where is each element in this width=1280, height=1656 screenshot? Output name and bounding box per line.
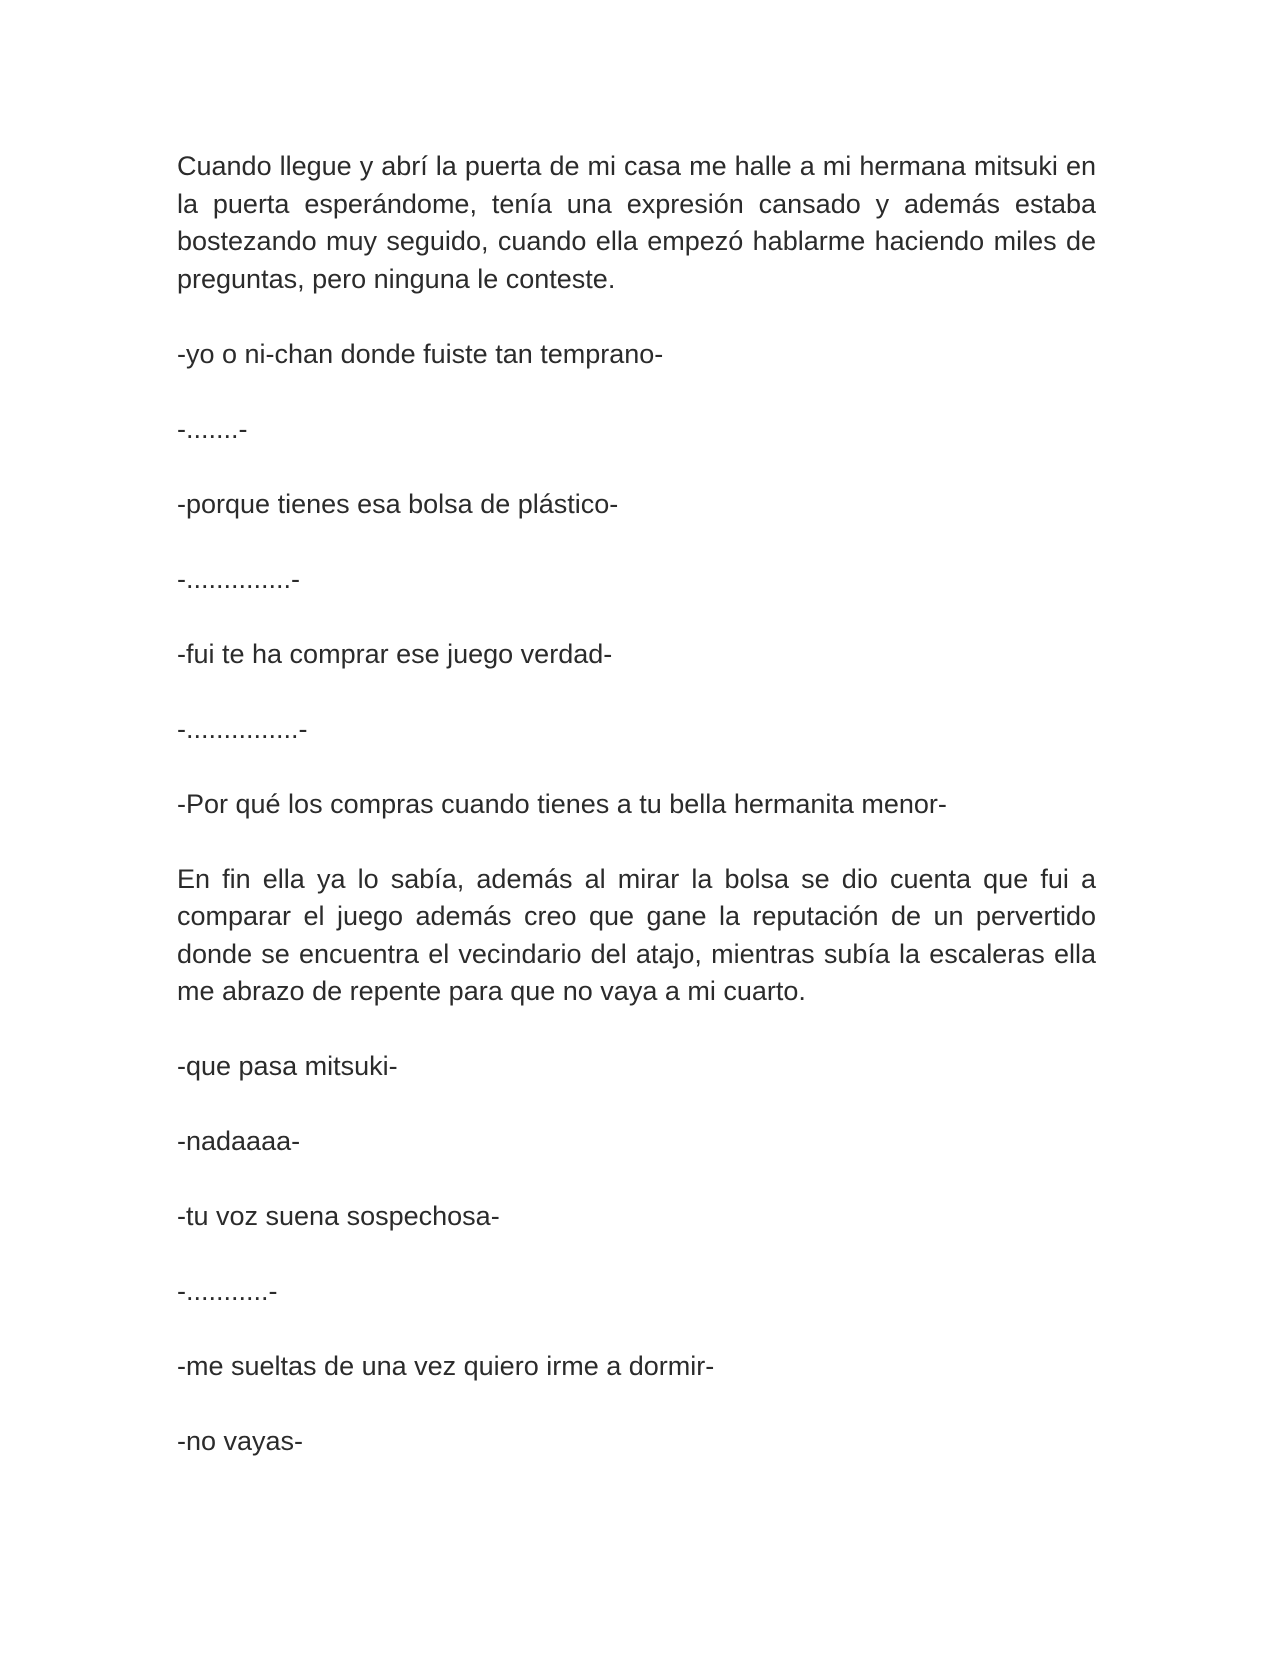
dialogue-line: -no vayas-	[177, 1426, 304, 1456]
dialogue-line: -que pasa mitsuki-	[177, 1051, 398, 1081]
document-page	[177, 148, 1096, 1498]
dialogue-line: -...........-	[177, 1276, 278, 1306]
dialogue-line: -Por qué los compras cuando tienes a tu bella hermanita menor-	[177, 788, 947, 819]
dialogue-line: -nadaaaa-	[177, 1126, 301, 1156]
dialogue-line: -fui te ha comprar ese juego verdad-	[177, 638, 613, 669]
dialogue-line: -porque tienes esa bolsa de plástico-	[177, 488, 619, 519]
dialogue-line: -tu voz suena sospechosa-	[177, 1201, 500, 1231]
dialogue-line: -.......-	[177, 413, 248, 444]
dialogue-line: -yo o ni-chan donde fuiste tan temprano-	[177, 338, 664, 369]
narrative-paragraph: Cuando llegue y abrí la puerta de mi casa me halle a mi hermana mitsuki en la puerta esperándome, tenía una expresión cansado y además estaba bostezando muy seguido, cuando ella empezó hablarme haciendo miles de preguntas, pero ninguna le conteste.	[177, 151, 1096, 294]
dialogue-line: -...............-	[177, 713, 308, 744]
dialogue-line: -..............-	[177, 563, 301, 594]
dialogue-line: -me sueltas de una vez quiero irme a dormir-	[177, 1351, 715, 1381]
narrative-paragraph: En fin ella ya lo sabía, además al mirar la bolsa se dio cuenta que fui a comparar el juego además creo que gane la reputación de un pervertido donde se encuentra el vecindario del atajo, mientras subía la escaleras ella me abrazo de repente para que no vaya a mi cuarto.	[177, 863, 1096, 1006]
